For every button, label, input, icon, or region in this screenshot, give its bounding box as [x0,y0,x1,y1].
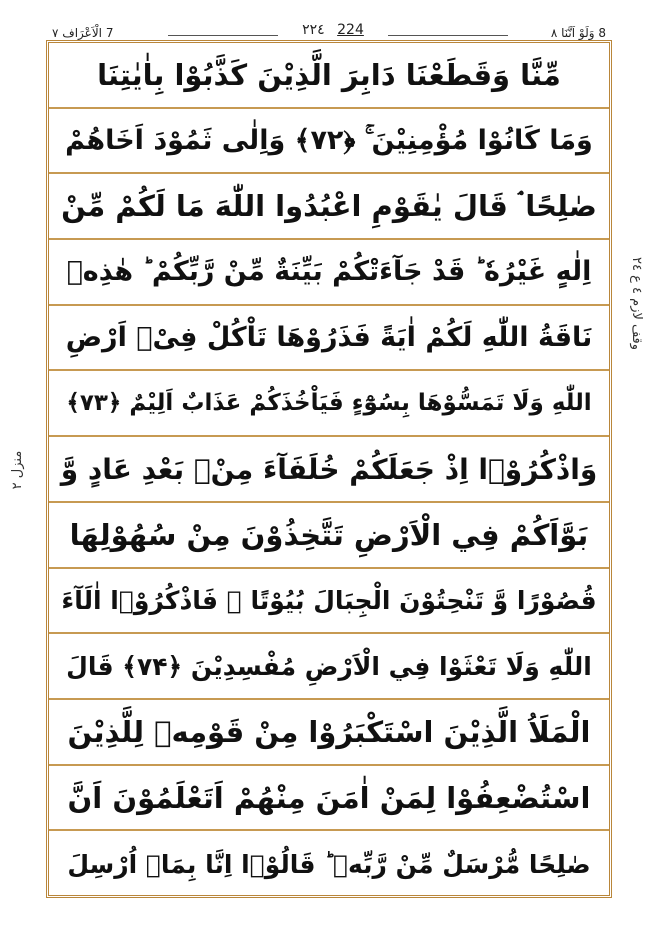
verse-line [49,43,609,109]
verse-line-text: وَمَا كَانُوْا مُؤْمِنِيْنَ ۚ ﴿۷۲﴾ وَاِلٰى ثَمُوْدَ اَخَاهُمْ [65,124,593,156]
verse-lines [49,43,609,895]
verse-line-text: نَاقَةُ اللّٰهِ لَكُمْ اٰيَةً فَذَرُوْهَا تَاْكُلْ فِیْۤ اَرْضِ [65,322,593,354]
verse-line [49,437,609,503]
verse-line [49,700,609,766]
verse-line [49,306,609,372]
verse-line-text: صٰلِحًا ۘ قَالَ يٰقَوْمِ اعْبُدُوا اللّٰهَ مَا لَكُمْ مِّنْ [61,188,597,223]
verse-line [49,634,609,700]
waqf-note: وقف لازم ٤ ع ٢٤ [629,257,644,350]
verse-line [49,174,609,240]
quran-page-frame [46,40,612,898]
verse-line-text: مِّنَّا وَقَطَعْنَا دَابِرَ الَّذِيْنَ كَذَّبُوْا بِاٰيٰتِنَا [97,57,561,92]
left-margin-note [10,430,36,510]
juz-name: 8 وَلَوْ اَنَّنَا ٨ [550,26,606,40]
manzil-note: منزل ٢ [10,450,25,490]
verse-line-text: اسْتُضْعِفُوْا لِمَنْ اٰمَنَ مِنْهُمْ اَتَعْلَمُوْنَ اَنَّ [67,780,591,815]
header-rule-right [388,35,508,36]
verse-line-text: قُصُوْرًا وَّ تَنْحِتُوْنَ الْجِبَالَ بُيُوْتًا ۚ فَاذْكُرُوْۤا اٰلَآءَ [61,585,597,615]
verse-line [49,109,609,175]
page-number: 224 [337,22,364,38]
verse-line [49,372,609,438]
verse-line-text: اللّٰهِ وَلَا تَعْثَوْا فِي الْاَرْضِ مُفْسِدِيْنَ ﴿۷۴﴾ قَالَ [66,651,592,681]
verse-line [49,766,609,832]
verse-line-text: اللّٰهِ وَلَا تَمَسُّوْهَا بِسُوْٓءٍ فَيَاْخُذَكُمْ عَذَابٌ اَلِيْمٌ ﴿۷۳﴾ [66,390,592,417]
page-number-arabic: ٢٢٤ [302,22,325,38]
verse-line [49,569,609,635]
right-margin-note [620,110,650,350]
page-number-block [283,22,383,38]
verse-line-text: صٰلِحًا مُّرْسَلٌ مِّنْ رَّبِّهٖ ؕ قَالُوْۤا اِنَّا بِمَاۤ اُرْسِلَ [67,849,591,879]
verse-line-text: الْمَلَاُ الَّذِيْنَ اسْتَكْبَرُوْا مِنْ قَوْمِهٖ لِلَّذِيْنَ [67,714,591,749]
verse-line-text: بَوَّاَكُمْ فِي الْاَرْضِ تَتَّخِذُوْنَ مِنْ سُهُوْلِهَا [69,517,589,552]
surah-name: 7 الْاَعْرَاف ٧ [52,26,114,40]
verse-line [49,503,609,569]
verse-line [49,240,609,306]
verse-line-text: اِلٰهٍ غَيْرُهٗ ؕ قَدْ جَآءَتْكُمْ بَيِّنَةٌ مِّنْ رَّبِّكُمْ ؕ هٰذِهٖ [66,256,592,288]
verse-line-text: وَاذْكُرُوْۤا اِذْ جَعَلَكُمْ خُلَفَآءَ مِنْۢ بَعْدِ عَادٍ وَّ [60,452,598,486]
header-rule-left [168,35,278,36]
verse-line [49,831,609,897]
